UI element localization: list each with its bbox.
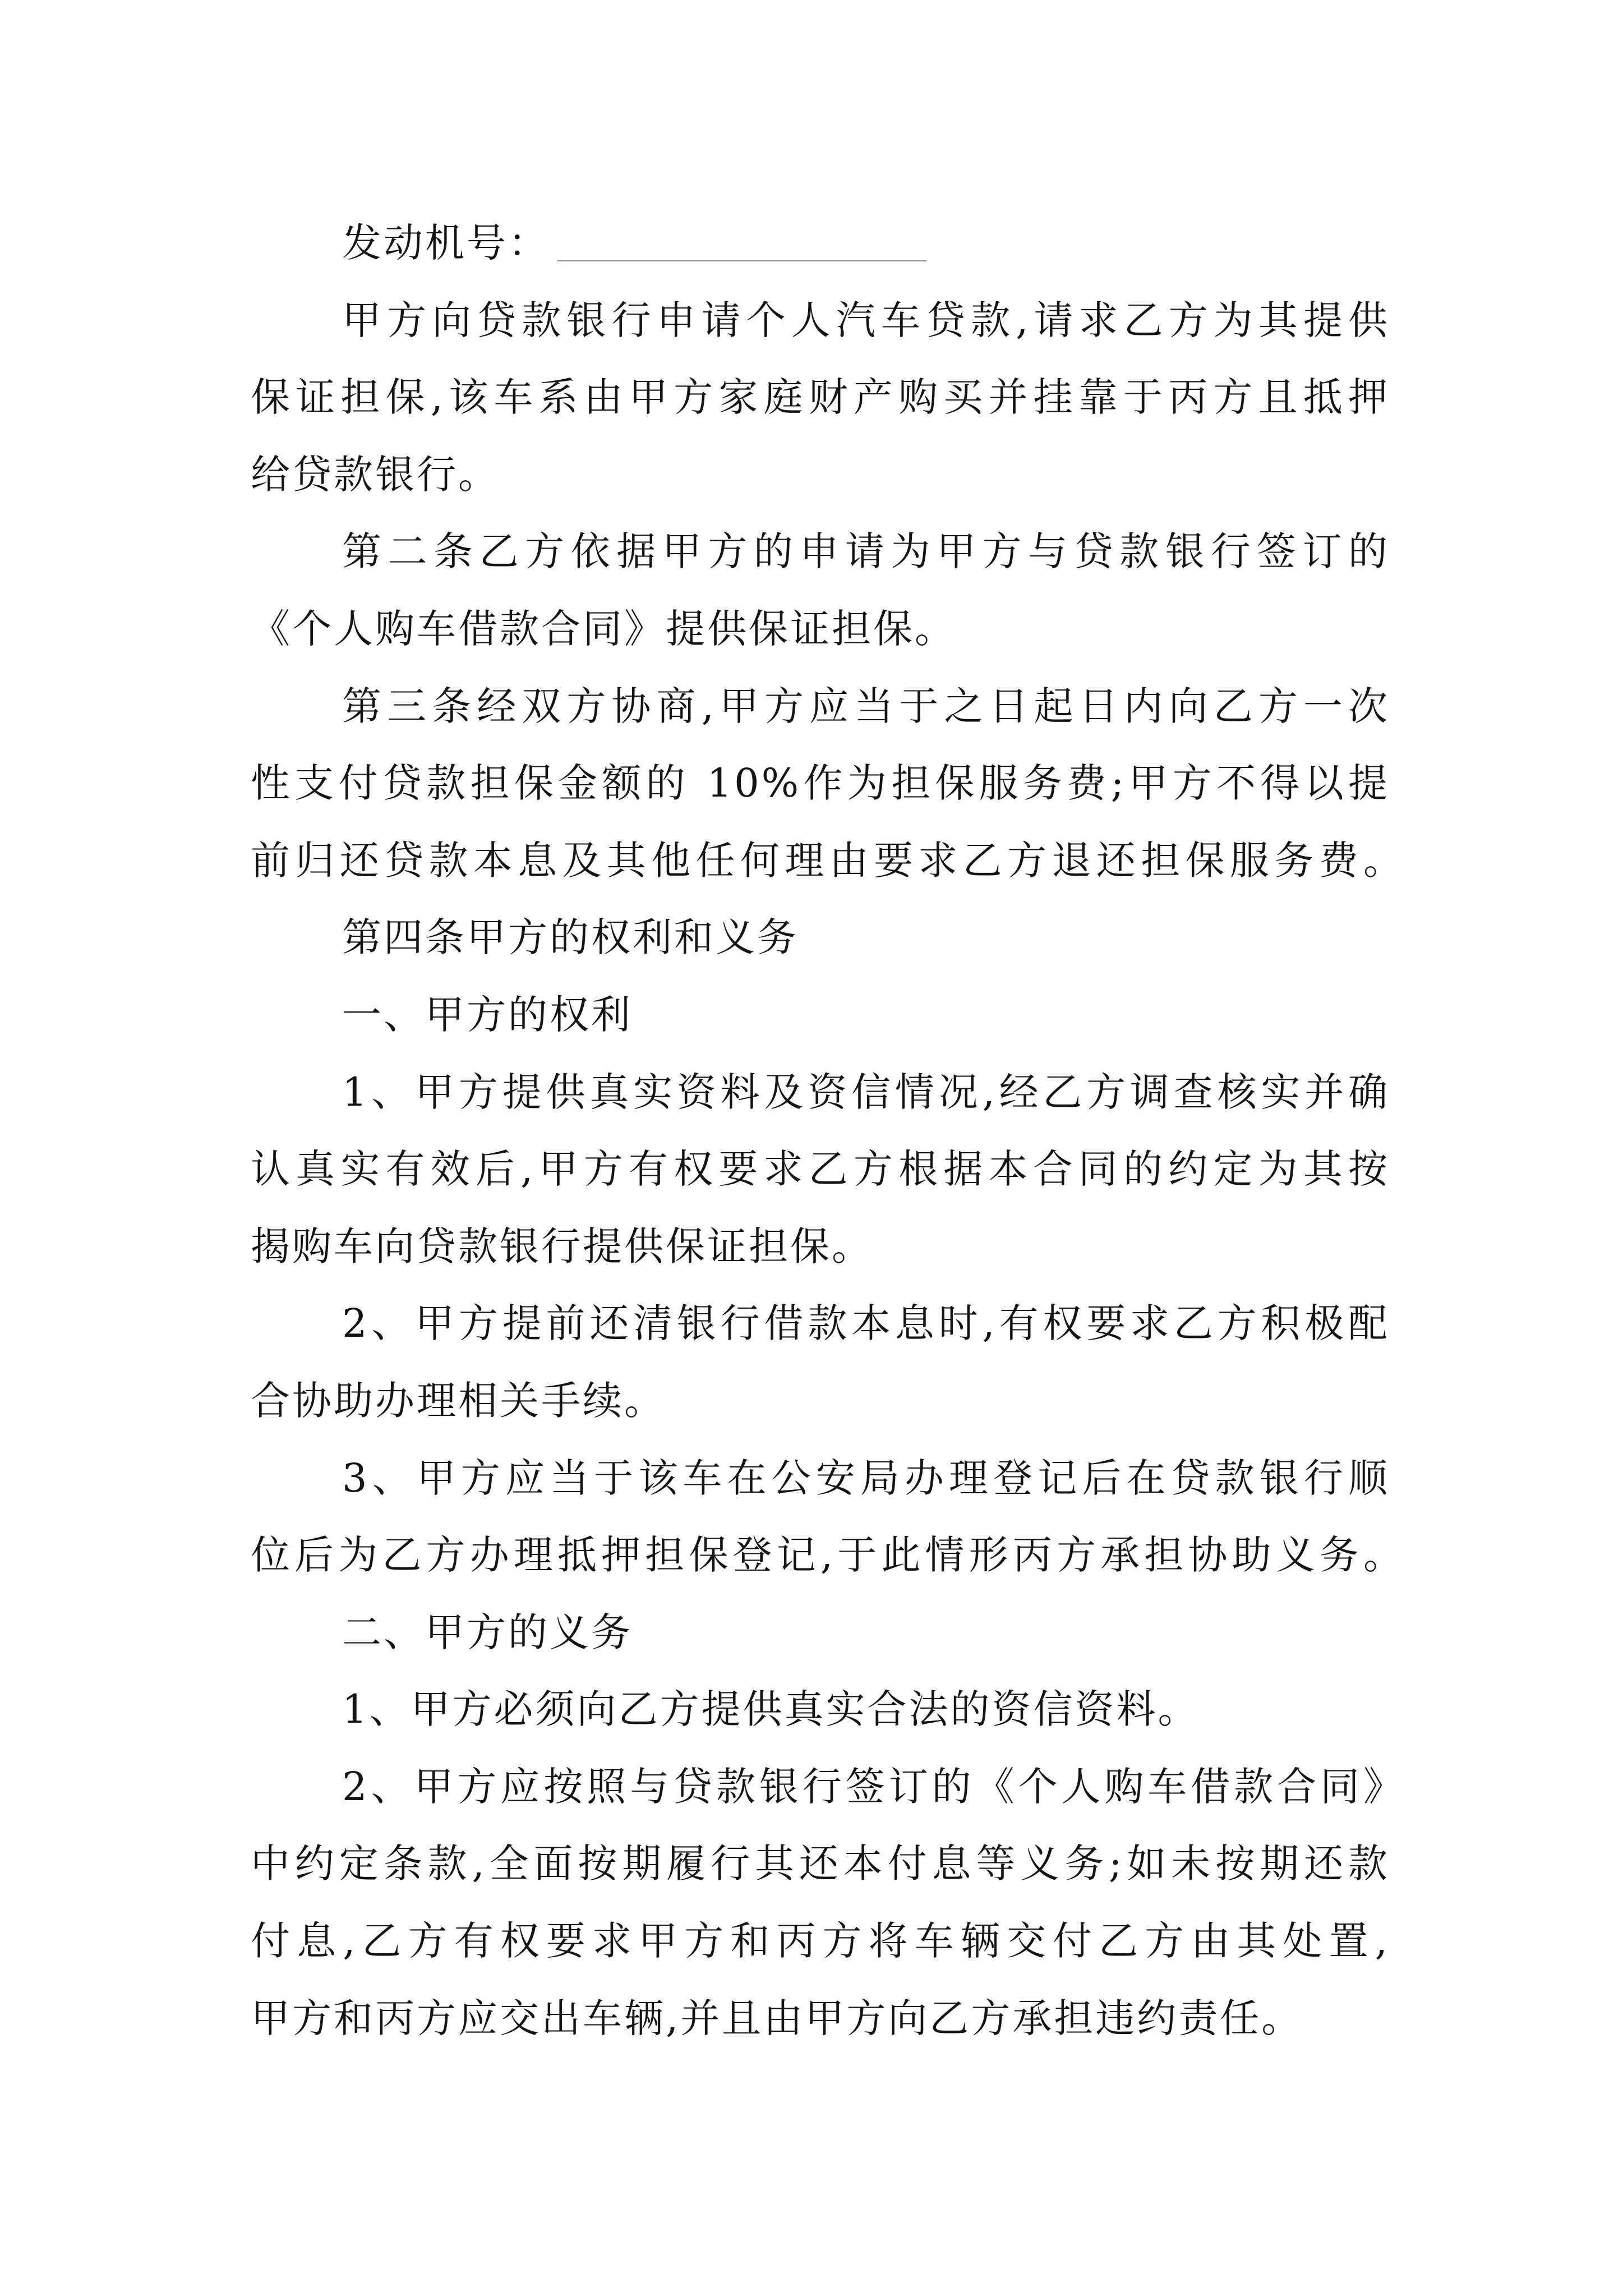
engine-number-blank [557,238,926,261]
section-heading: 第四条甲方的权利和义务 [342,914,799,961]
paragraph-article-2 [0,513,1623,668]
engine-number-label: 发动机号： [342,220,550,266]
paragraph-line: 2、甲方应按照与贷款银行签订的《个人购车借款合同》 [342,1763,1405,1810]
paragraph-right-1 [0,1054,1623,1286]
paragraph-line: 第二条乙方依据甲方的申请为甲方与贷款银行签订的 [342,528,1390,575]
paragraph-line: 位后为乙方办理抵押担保登记,于此情形丙方承担协助义务。 [251,1532,1405,1579]
engine-number-line [342,205,1623,282]
paragraph-line: 性支付贷款担保金额的 10%作为担保服务费;甲方不得以提 [251,760,1390,807]
section-heading: 二、甲方的义务 [342,1609,633,1655]
paragraph-loan-application [0,282,1623,514]
paragraph-line: 合协助办理相关手续。 [251,1377,666,1424]
paragraph-line: 甲方和丙方应交出车辆,并且由甲方向乙方承担违约责任。 [251,1995,1303,2041]
paragraph-line: 前归还贷款本息及其他任何理由要求乙方退还担保服务费。 [251,837,1405,884]
paragraph-right-3 [0,1440,1623,1594]
engine-number-field [0,205,1623,282]
section-heading: 一、甲方的权利 [342,991,633,1038]
paragraph-line: 给贷款银行。 [251,451,500,498]
paragraph-line: 甲方向贷款银行申请个人汽车贷款,请求乙方为其提供 [342,297,1390,343]
paragraph-line: 揭购车向贷款银行提供保证担保。 [251,1223,873,1269]
paragraph-rights-heading [0,977,1623,1054]
paragraph-line: 认真实有效后,甲方有权要求乙方根据本合同的约定为其按 [251,1146,1390,1193]
paragraph-line: 1、甲方提供真实资料及资信情况,经乙方调查核实并确 [342,1069,1390,1115]
paragraph-line: 《个人购车借款合同》提供保证担保。 [251,605,956,652]
paragraph-line: 第三条经双方协商,甲方应当于之日起日内向乙方一次 [342,683,1390,729]
paragraph-article-3 [0,668,1623,900]
paragraph-line: 3、甲方应当于该车在公安局办理登记后在贷款银行顺 [342,1455,1390,1501]
paragraph-obligations-heading [0,1594,1623,1672]
paragraph-right-2 [0,1285,1623,1439]
paragraph-article-4-heading [0,899,1623,977]
document-page [0,205,1623,2057]
paragraph-line: 保证担保,该车系由甲方家庭财产购买并挂靠于丙方且抵押 [251,374,1390,421]
paragraph-obligation-1 [0,1671,1623,1749]
paragraph-line: 中约定条款,全面按期履行其还本付息等义务;如未按期还款 [251,1841,1390,1887]
paragraph-line: 付息,乙方有权要求甲方和丙方将车辆交付乙方由其处置, [251,1918,1390,1964]
paragraph-line: 1、甲方必须向乙方提供真实合法的资信资料。 [342,1686,1200,1733]
paragraph-line: 2、甲方提前还清银行借款本息时,有权要求乙方积极配 [342,1300,1390,1347]
paragraph-obligation-2 [0,1749,1623,2057]
